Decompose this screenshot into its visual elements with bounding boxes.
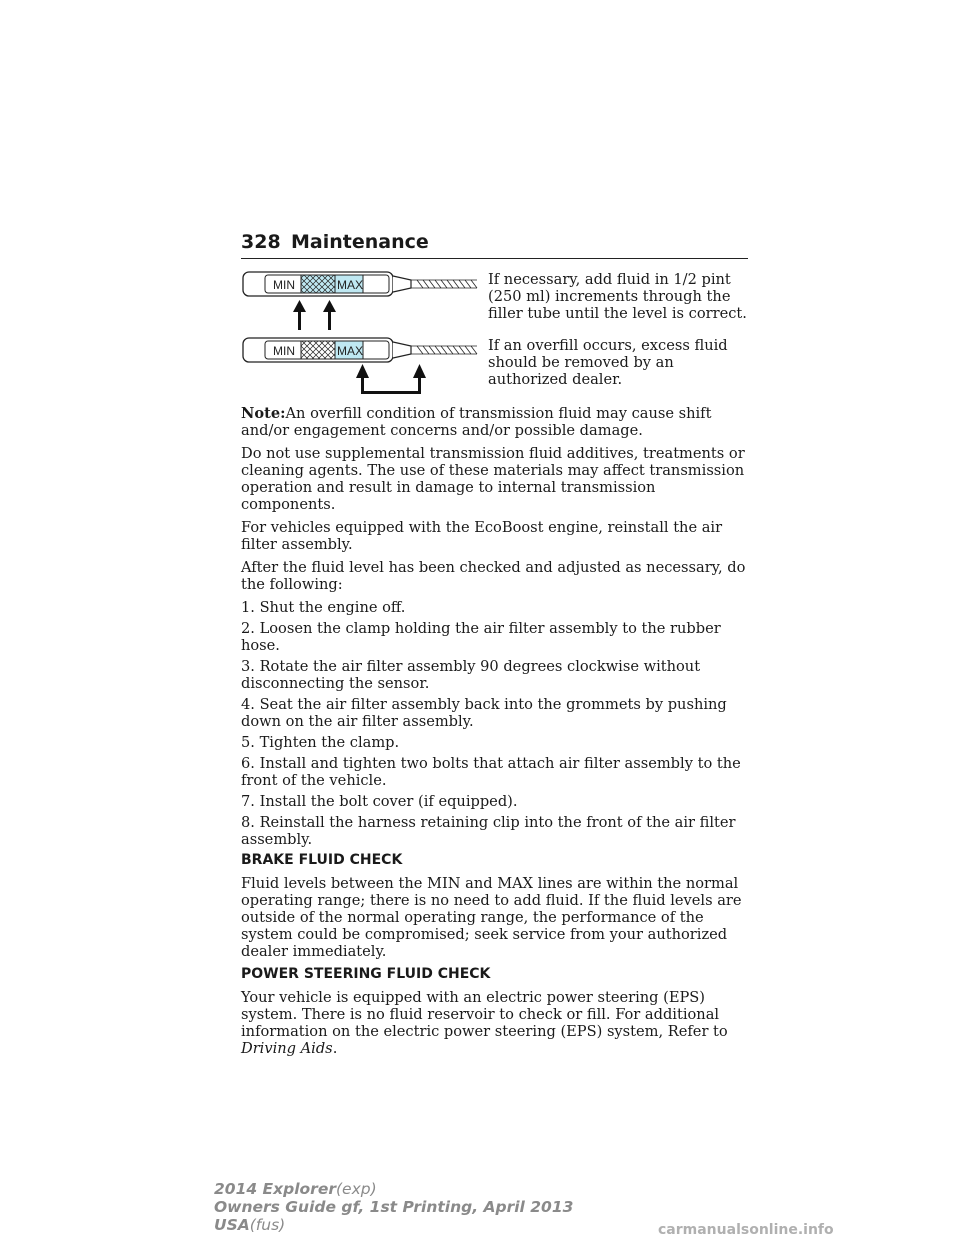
steering-end: . <box>332 1040 338 1057</box>
section-title: Maintenance <box>291 231 429 253</box>
step-4: 4. Seat the air filter assembly back into the grommets by pushing down on the air filter assembly. <box>241 696 727 730</box>
ecoboost-paragraph: For vehicles equipped with the EcoBoost engine, reinstall the air filter assembly. <box>241 519 723 553</box>
footer-model: 2014 Explorer <box>214 1180 336 1198</box>
dipstick-neck <box>393 342 411 358</box>
brake-fluid-paragraph: Fluid levels between the MIN and MAX lines are within the normal operating range; there is no need to add fluid. If the fluid levels are outside of the normal operating range, the performance of the system could be compromised; seek service from your authorized dealer immediately. <box>241 875 742 960</box>
overfill-note: If an overfill occurs, excess fluid should be removed by an authorized dealer. <box>488 337 728 388</box>
arrow-max <box>323 300 336 330</box>
dipstick-rod <box>411 280 477 288</box>
note-paragraph <box>241 405 751 439</box>
footer-market: USA <box>214 1216 250 1234</box>
step-1: 1. Shut the engine off. <box>241 599 406 616</box>
footer-model-line <box>214 1180 573 1198</box>
power-steering-paragraph <box>241 989 751 1057</box>
dipstick-figure-add <box>241 266 481 332</box>
additives-paragraph: Do not use supplemental transmission fluid additives, treatments or cleaning agents. The use of these materials may affect transmission operation and result in damage to internal transmission components. <box>241 445 745 513</box>
add-fluid-note: If necessary, add fluid in 1/2 pint (250 ml) increments through the filler tube until the level is correct. <box>488 271 747 322</box>
step-7: 7. Install the bolt cover (if equipped). <box>241 793 518 810</box>
dipstick-figure-overfill <box>241 334 481 396</box>
steering-text: Your vehicle is equipped with an electric power steering (EPS) system. There is no fluid reservoir to check or fill. For additional information on the electric power steering (EPS) system, Refer to <box>241 989 728 1040</box>
footer-market-code: (fus) <box>249 1216 286 1234</box>
max-label: MAX <box>337 344 364 358</box>
overfill-bracket <box>356 364 426 394</box>
page-footer <box>214 1180 573 1234</box>
dipstick-hatch-zone <box>301 275 335 293</box>
dipstick-rod <box>411 346 477 354</box>
step-5: 5. Tighten the clamp. <box>241 734 400 751</box>
dipstick-hatch-zone <box>301 341 335 359</box>
min-label: MIN <box>273 344 295 358</box>
watermark: carmanualsonline.info <box>658 1222 834 1238</box>
step-3: 3. Rotate the air filter assembly 90 degrees clockwise without disconnecting the sensor. <box>241 658 701 692</box>
body-text <box>241 405 751 1063</box>
power-steering-heading: POWER STEERING FLUID CHECK <box>241 966 491 982</box>
after-paragraph: After the fluid level has been checked and adjusted as necessary, do the following: <box>241 559 746 593</box>
brake-fluid-heading: BRAKE FLUID CHECK <box>241 852 403 868</box>
step-6: 6. Install and tighten two bolts that attach air filter assembly to the front of the vehicle. <box>241 755 741 789</box>
arrow-min <box>293 300 306 330</box>
min-label: MIN <box>273 278 295 292</box>
note-lead: Note: <box>241 405 286 422</box>
driving-aids-reference: Driving Aids <box>241 1040 333 1057</box>
note-text: An overfill condition of transmission fluid may cause shift and/or engagement concerns and/or possible damage. <box>241 405 712 439</box>
step-2: 2. Loosen the clamp holding the air filter assembly to the rubber hose. <box>241 620 721 654</box>
page-number: 328 <box>241 231 281 253</box>
dipstick-neck <box>393 276 411 292</box>
footer-market-line <box>214 1216 573 1234</box>
page-header <box>241 228 748 259</box>
footer-model-code: (exp) <box>335 1180 377 1198</box>
max-label: MAX <box>337 278 364 292</box>
step-8: 8. Reinstall the harness retaining clip into the front of the air filter assembly. <box>241 814 736 848</box>
footer-guide: Owners Guide gf, 1st Printing, April 2013 <box>214 1198 574 1216</box>
